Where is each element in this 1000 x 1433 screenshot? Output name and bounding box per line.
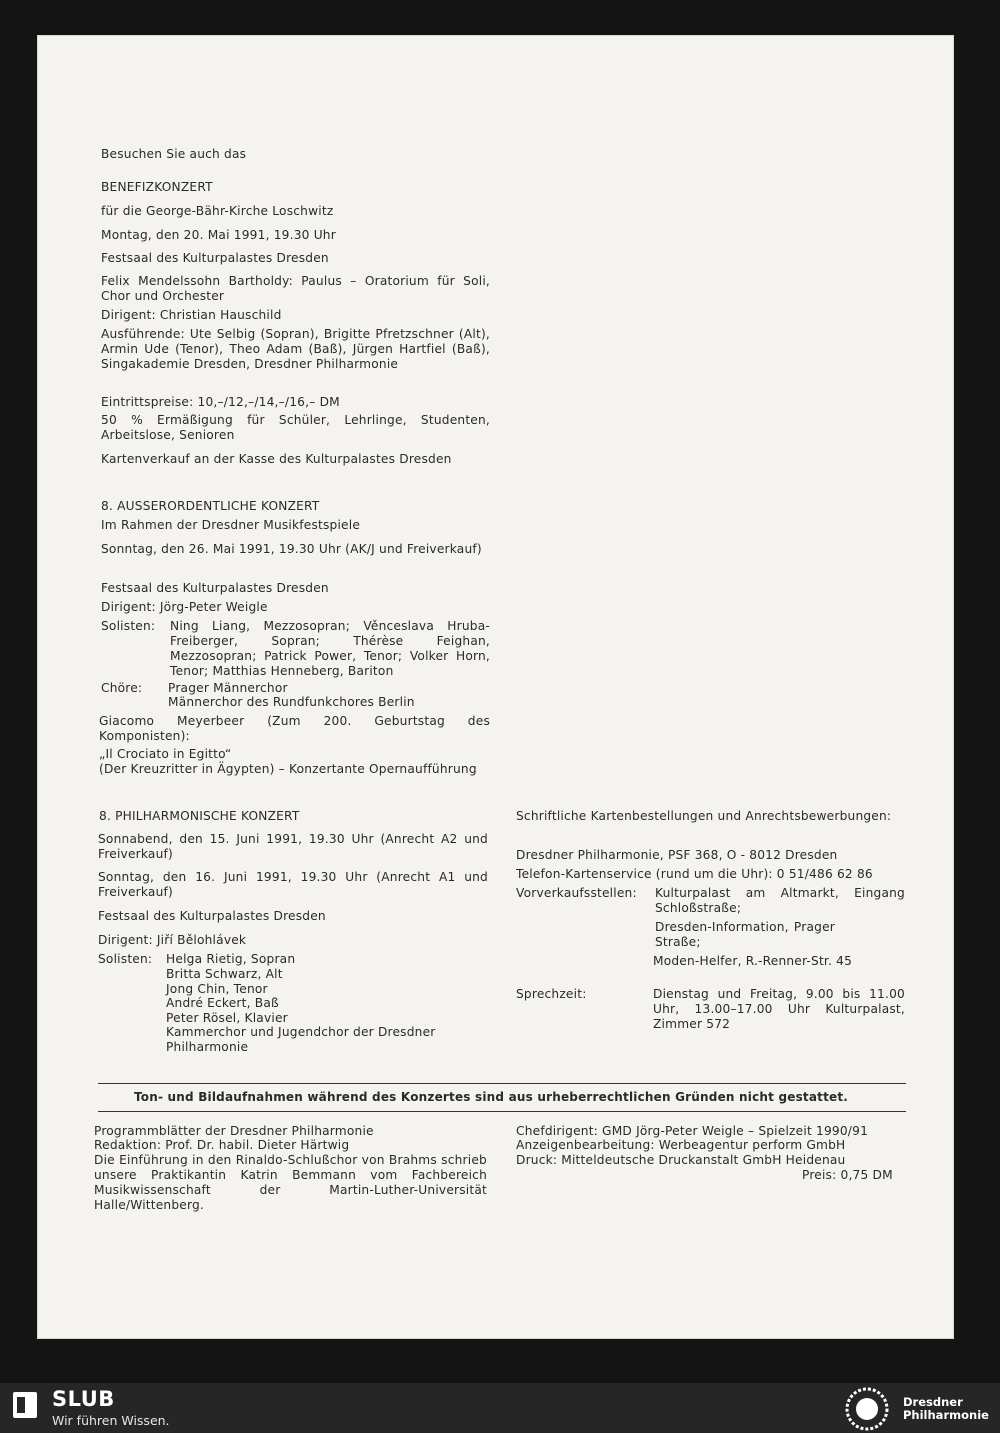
imprint-ads: Anzeigenbearbeitung: Werbeagentur perform GmbH (516, 1138, 846, 1152)
benefiz-venue: Festsaal des Kulturpalastes Dresden (101, 251, 329, 265)
orders-text: Schriftliche Kartenbestellungen und Anrechtsbewerbungen: (516, 809, 892, 823)
ao-choir-2: Männerchor des Rundfunkchores Berlin (168, 695, 415, 709)
divider (98, 1083, 906, 1084)
slub-title: SLUB (52, 1387, 115, 1411)
ph-conductor: Dirigent: Jiří Bělohlávek (98, 933, 247, 947)
benefiz-work: Felix Mendelssohn Bartholdy: Paulus – Oratorium für Soli, Chor und Orchester (101, 274, 490, 303)
ph-soloist: André Eckert, Baß (166, 996, 279, 1010)
ph-soloist: Philharmonie (166, 1040, 249, 1054)
ph-venue: Festsaal des Kulturpalastes Dresden (98, 909, 326, 923)
benefiz-for: für die George-Bähr-Kirche Loschwitz (101, 204, 334, 218)
ao-choirs-label: Chöre: (101, 681, 143, 695)
benefiz-sales: Kartenverkauf an der Kasse des Kulturpalastes Dresden (101, 452, 452, 466)
benefiz-performers: Ausführende: Ute Selbig (Sopran), Brigitte Pfretzschner (Alt), Armin Ude (Tenor), Theo Adam (Baß), Jürgen Hartfiel (Baß), Singakademie Dresden, Dresdner Philharmonie (101, 327, 490, 371)
ao-soloists: Ning Liang, Mezzosopran; Věnceslava Hruba-Freiberger, Sopran; Thérèse Feighan, Mezzosopran; Patrick Power, Tenor; Volker Horn, Tenor; Matthias Henneberg, Bariton (170, 619, 490, 678)
ao-work-sub: (Der Kreuzritter in Ägypten) – Konzertante Opernaufführung (99, 762, 477, 776)
hours-label: Sprechzeit: (516, 987, 587, 1001)
slub-tagline: Wir führen Wissen. (52, 1413, 170, 1428)
ao-venue: Festsaal des Kulturpalastes Dresden (101, 581, 329, 595)
ao-conductor: Dirigent: Jörg-Peter Weigle (101, 600, 268, 614)
presale-label: Vorverkaufsstellen: (516, 886, 637, 900)
ph-soloist: Britta Schwarz, Alt (166, 967, 283, 981)
benefiz-title: BENEFIZKONZERT (101, 180, 213, 194)
imprint-print: Druck: Mitteldeutsche Druckanstalt GmbH Heidenau (516, 1153, 846, 1167)
ao-choir-1: Prager Männerchor (168, 681, 288, 695)
imprint-intro: Die Einführung in den Rinaldo-Schlußchor von Brahms schrieb unsere Praktikantin Katrin Bemmann vom Fachbereich Musikwissenschaft der Martin-Luther-Universität Halle/Wittenberg. (94, 1153, 487, 1212)
presale-location: Kulturpalast am Altmarkt, Eingang Schloßstraße; (655, 886, 905, 915)
dresdner-philharmonie-label (903, 1396, 989, 1421)
dp-line-2: Philharmonie (903, 1407, 989, 1422)
dp-line-1: Dresdner (903, 1395, 963, 1409)
ph-soloist: Kammerchor und Jugendchor der Dresdner (166, 1025, 436, 1039)
ph-soloist: Jong Chin, Tenor (166, 982, 268, 996)
ph-soloists-label: Solisten: (98, 952, 153, 966)
intro-text: Besuchen Sie auch das (101, 147, 247, 161)
recording-notice: Ton- und Bildaufnahmen während des Konzertes sind aus urheberrechtlichen Gründen nicht gestattet. (134, 1090, 849, 1104)
ph-title: 8. PHILHARMONISCHE KONZERT (99, 809, 300, 823)
price: Preis: 0,75 DM (802, 1168, 893, 1182)
ao-soloists-label: Solisten: (101, 619, 156, 633)
presale-location: Moden-Helfer, R.-Renner-Str. 45 (653, 954, 853, 968)
ao-frame: Im Rahmen der Dresdner Musikfestspiele (101, 518, 361, 532)
imprint-editor: Redaktion: Prof. Dr. habil. Dieter Härtwig (94, 1138, 350, 1152)
ph-date-2: Sonntag, den 16. Juni 1991, 19.30 Uhr (Anrecht A1 und Freiverkauf) (98, 870, 488, 899)
ph-date-1: Sonnabend, den 15. Juni 1991, 19.30 Uhr (Anrecht A2 und Freiverkauf) (98, 832, 488, 861)
ph-soloist: Peter Rösel, Klavier (166, 1011, 288, 1025)
orders-phone: Telefon-Kartenservice (rund um die Uhr): 0 51/486 62 86 (516, 867, 873, 881)
imprint-program: Programmblätter der Dresdner Philharmonie (94, 1124, 374, 1138)
presale-location: Dresden-Information, Prager Straße; (655, 920, 835, 949)
ao-composer: Giacomo Meyerbeer (Zum 200. Geburtstag des Komponisten): (99, 714, 490, 743)
ao-title: 8. AUSSERORDENTLICHE KONZERT (101, 499, 320, 513)
benefiz-prices: Eintrittspreise: 10,–/12,–/14,–/16,– DM (101, 395, 340, 409)
hours-text: Dienstag und Freitag, 9.00 bis 11.00 Uhr, 13.00–17.00 Uhr Kulturpalast, Zimmer 572 (653, 987, 905, 1031)
imprint-chief-conductor: Chefdirigent: GMD Jörg-Peter Weigle – Spielzeit 1990/91 (516, 1124, 869, 1138)
benefiz-conductor: Dirigent: Christian Hauschild (101, 308, 282, 322)
ao-work: „Il Crociato in Egitto“ (99, 747, 232, 761)
ph-soloist: Helga Rietig, Sopran (166, 952, 296, 966)
dresdner-philharmonie-logo-icon (840, 1387, 894, 1431)
benefiz-discount: 50 % Ermäßigung für Schüler, Lehrlinge, Studenten, Arbeitslose, Senioren (101, 413, 490, 442)
slub-logo-icon (12, 1390, 38, 1420)
benefiz-date: Montag, den 20. Mai 1991, 19.30 Uhr (101, 228, 336, 242)
orders-address: Dresdner Philharmonie, PSF 368, O - 8012 Dresden (516, 848, 838, 862)
divider (98, 1111, 906, 1112)
ao-date: Sonntag, den 26. Mai 1991, 19.30 Uhr (AK/J und Freiverkauf) (101, 542, 482, 556)
